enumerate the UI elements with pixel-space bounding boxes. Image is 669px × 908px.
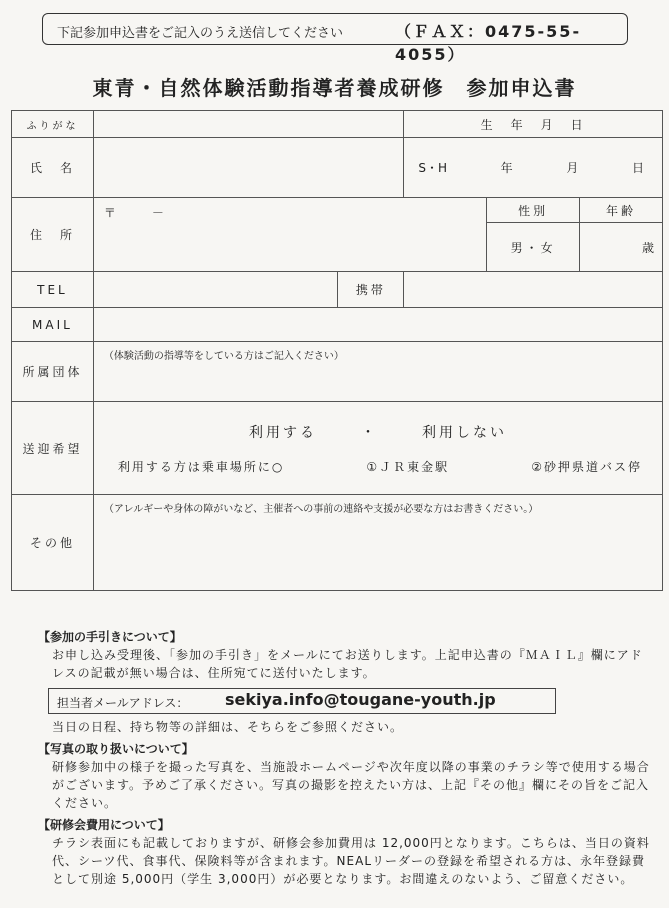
address-label: 住 所 xyxy=(12,198,94,272)
furigana-label: ふりがな xyxy=(12,111,94,138)
group-field[interactable] xyxy=(93,342,662,402)
postal-mark: 〒 － xyxy=(103,206,164,220)
gender-label: 性別 xyxy=(487,198,580,223)
month-label: 月 xyxy=(566,161,579,175)
year-label: 年 xyxy=(500,161,513,175)
other-field[interactable] xyxy=(93,495,662,591)
application-form xyxy=(11,110,663,591)
furigana-field[interactable] xyxy=(93,111,403,138)
pickup-use-option[interactable]: 利用する xyxy=(248,424,317,441)
tel-field[interactable] xyxy=(93,272,338,308)
fax-number: （ＦＡＸ：0475-55-4055） xyxy=(395,22,582,64)
group-note: （体験活動の指導等をしている方はご記入ください） xyxy=(103,351,344,362)
mail-label: MAIL xyxy=(12,308,94,342)
pickup-label: 送迎希望 xyxy=(12,402,94,495)
pickup-note: 利用する方は乗車場所に○ xyxy=(117,459,285,474)
fee-heading: 【研修会費用について】 xyxy=(38,818,170,832)
guide-heading: 【参加の手引きについて】 xyxy=(38,630,182,644)
photo-text: 研修参加中の様子を撮った写真を、当施設ホームページや次年度以降の事業のチラシ等で使用する場合がございます。予めご了承ください。写真の撮影を控えたい方は、上記『その他』欄にその旨をご記入ください。 xyxy=(52,760,650,810)
pickup-separator: ・ xyxy=(360,424,378,441)
pickup-option-1[interactable]: ①ＪＲ東金駅 xyxy=(366,459,450,474)
age-unit: 歳 xyxy=(641,240,654,255)
form-title: 東青・自然体験活動指導者養成研修 参加申込書 xyxy=(92,76,577,100)
mobile-label: 携帯 xyxy=(338,272,404,308)
mobile-field[interactable] xyxy=(404,272,663,308)
pickup-option-2[interactable]: ②砂押県道バス停 xyxy=(531,459,642,474)
dob-field[interactable] xyxy=(404,138,663,198)
pickup-field[interactable] xyxy=(93,402,662,495)
name-field[interactable] xyxy=(93,138,403,198)
other-label: その他 xyxy=(12,495,94,591)
age-field[interactable] xyxy=(580,223,663,272)
tel-label: TEL xyxy=(12,272,94,308)
name-label: 氏 名 xyxy=(12,138,94,198)
age-label: 年齢 xyxy=(580,198,663,223)
guide-text-2: 当日の日程、持ち物等の詳細は、そちらをご参照ください。 xyxy=(52,720,404,734)
gender-field[interactable]: 男・女 xyxy=(487,223,580,272)
photo-heading: 【写真の取り扱いについて】 xyxy=(38,742,194,756)
dob-label: 生 年 月 日 xyxy=(404,111,663,138)
era-label: S・H xyxy=(418,161,447,175)
guide-text: お申し込み受理後、「参加の手引き」をメールにてお送りします。上記申込書の『ＭＡＩＬ』欄にアドレスの記載が無い場合は、住所宛てに送付いたします。 xyxy=(52,648,643,680)
fee-text: チラシ表面にも記載しておりますが、研修会参加費用は 12,000円となります。こちらは、当日の資料代、シーツ代、食事代、保険料等が含まれます。NEALリーダーの登録を希望される方は、永年登録費として別途 5,000円（学生 3,000円）が必要となります。お間違えのないよう、ご留意ください。 xyxy=(52,836,650,886)
day-label: 日 xyxy=(631,161,644,175)
other-note: （アレルギーや身体の障がいなど、主催者への事前の連絡や支援が必要な方はお書きください。） xyxy=(103,504,539,515)
fax-instruction: 下記参加申込書をご記入のうえ送信してください xyxy=(57,26,344,41)
pickup-nouse-option[interactable]: 利用しない xyxy=(421,424,507,441)
contact-mail-address[interactable]: sekiya.info@tougane-youth.jp xyxy=(225,690,496,709)
mail-field[interactable] xyxy=(93,308,662,342)
fax-instruction-box xyxy=(42,13,628,64)
address-field[interactable] xyxy=(93,198,486,272)
notes-section xyxy=(38,628,650,888)
contact-mail-box xyxy=(48,688,556,714)
contact-mail-label: 担当者メールアドレス： xyxy=(57,696,189,710)
group-label: 所属団体 xyxy=(12,342,94,402)
